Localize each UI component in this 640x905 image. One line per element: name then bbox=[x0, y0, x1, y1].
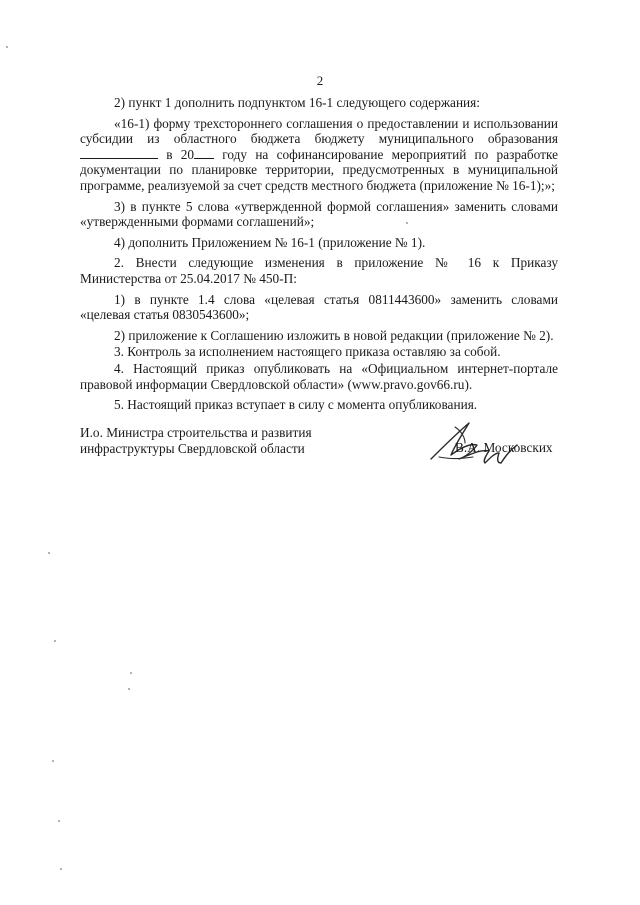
paragraph-subitem-2: 2) приложение к Соглашению изложить в новой редакции (приложение № 2). bbox=[114, 327, 554, 343]
paragraph-section-3: 3. Контроль за исполнением настоящего приказа оставляю за собой. bbox=[114, 344, 501, 360]
scan-speck bbox=[130, 672, 132, 674]
scan-speck bbox=[6, 46, 8, 48]
blank-municipality-field bbox=[80, 147, 158, 159]
scan-speck bbox=[52, 760, 54, 762]
scan-speck bbox=[60, 868, 62, 870]
paragraph-subitem-1: 1) в пункте 1.4 слова «целевая статья 0811443600» заменить словами «целевая статья 0830543600»; bbox=[80, 291, 558, 323]
scan-speck bbox=[406, 222, 408, 224]
signature-block bbox=[80, 425, 558, 475]
signature-title-line-2: инфраструктуры Свердловской области bbox=[80, 441, 305, 456]
scan-speck bbox=[58, 820, 60, 822]
paragraph-item-3: 3) в пункте 5 слова «утвержденной формой соглашения» заменить словами «утвержденными формами соглашений»; bbox=[80, 198, 558, 230]
paragraph-section-4: 4. Настоящий приказ опубликовать на «Официальном интернет-портале правовой информации Свердловской области» (www.pravo.gov66.ru). bbox=[80, 360, 558, 392]
paragraph-text-part-1: «16-1) форму трехстороннего соглашения о предоставлении и использовании субсидии из областного бюджета бюджету муниципального образования bbox=[80, 115, 558, 147]
signature-title-line-1: И.о. Министра строительства и развития bbox=[80, 425, 312, 440]
paragraph-item-4: 4) дополнить Приложением № 16-1 (приложение № 1). bbox=[114, 234, 426, 250]
document-body bbox=[80, 95, 558, 418]
paragraph-text-part-2: в 20 bbox=[166, 146, 195, 162]
signature-title bbox=[80, 425, 340, 457]
paragraph-form-16-1 bbox=[80, 116, 558, 194]
scan-speck bbox=[48, 552, 50, 554]
page-number: 2 bbox=[316, 73, 324, 88]
paragraph-section-2: 2. Внести следующие изменения в приложение № 16 к Приказу Министерства от 25.04.2017 № 450-П: bbox=[80, 255, 558, 286]
signature-name: В.А. Московских bbox=[455, 440, 553, 455]
paragraph-text-part-3: году на софинансирование мероприятий по разработке документации по планировке территории, предусмотренных в муниципальной программе, реализуемой за счет средств местного бюджета (приложение № 16-1);»; bbox=[80, 146, 558, 193]
scan-speck bbox=[128, 688, 130, 690]
blank-year-field bbox=[194, 147, 214, 159]
paragraph-section-5: 5. Настоящий приказ вступает в силу с момента опубликования. bbox=[114, 397, 478, 413]
scan-speck bbox=[54, 640, 56, 642]
paragraph-item-2: 2) пункт 1 дополнить подпунктом 16-1 следующего содержания: bbox=[114, 95, 480, 110]
